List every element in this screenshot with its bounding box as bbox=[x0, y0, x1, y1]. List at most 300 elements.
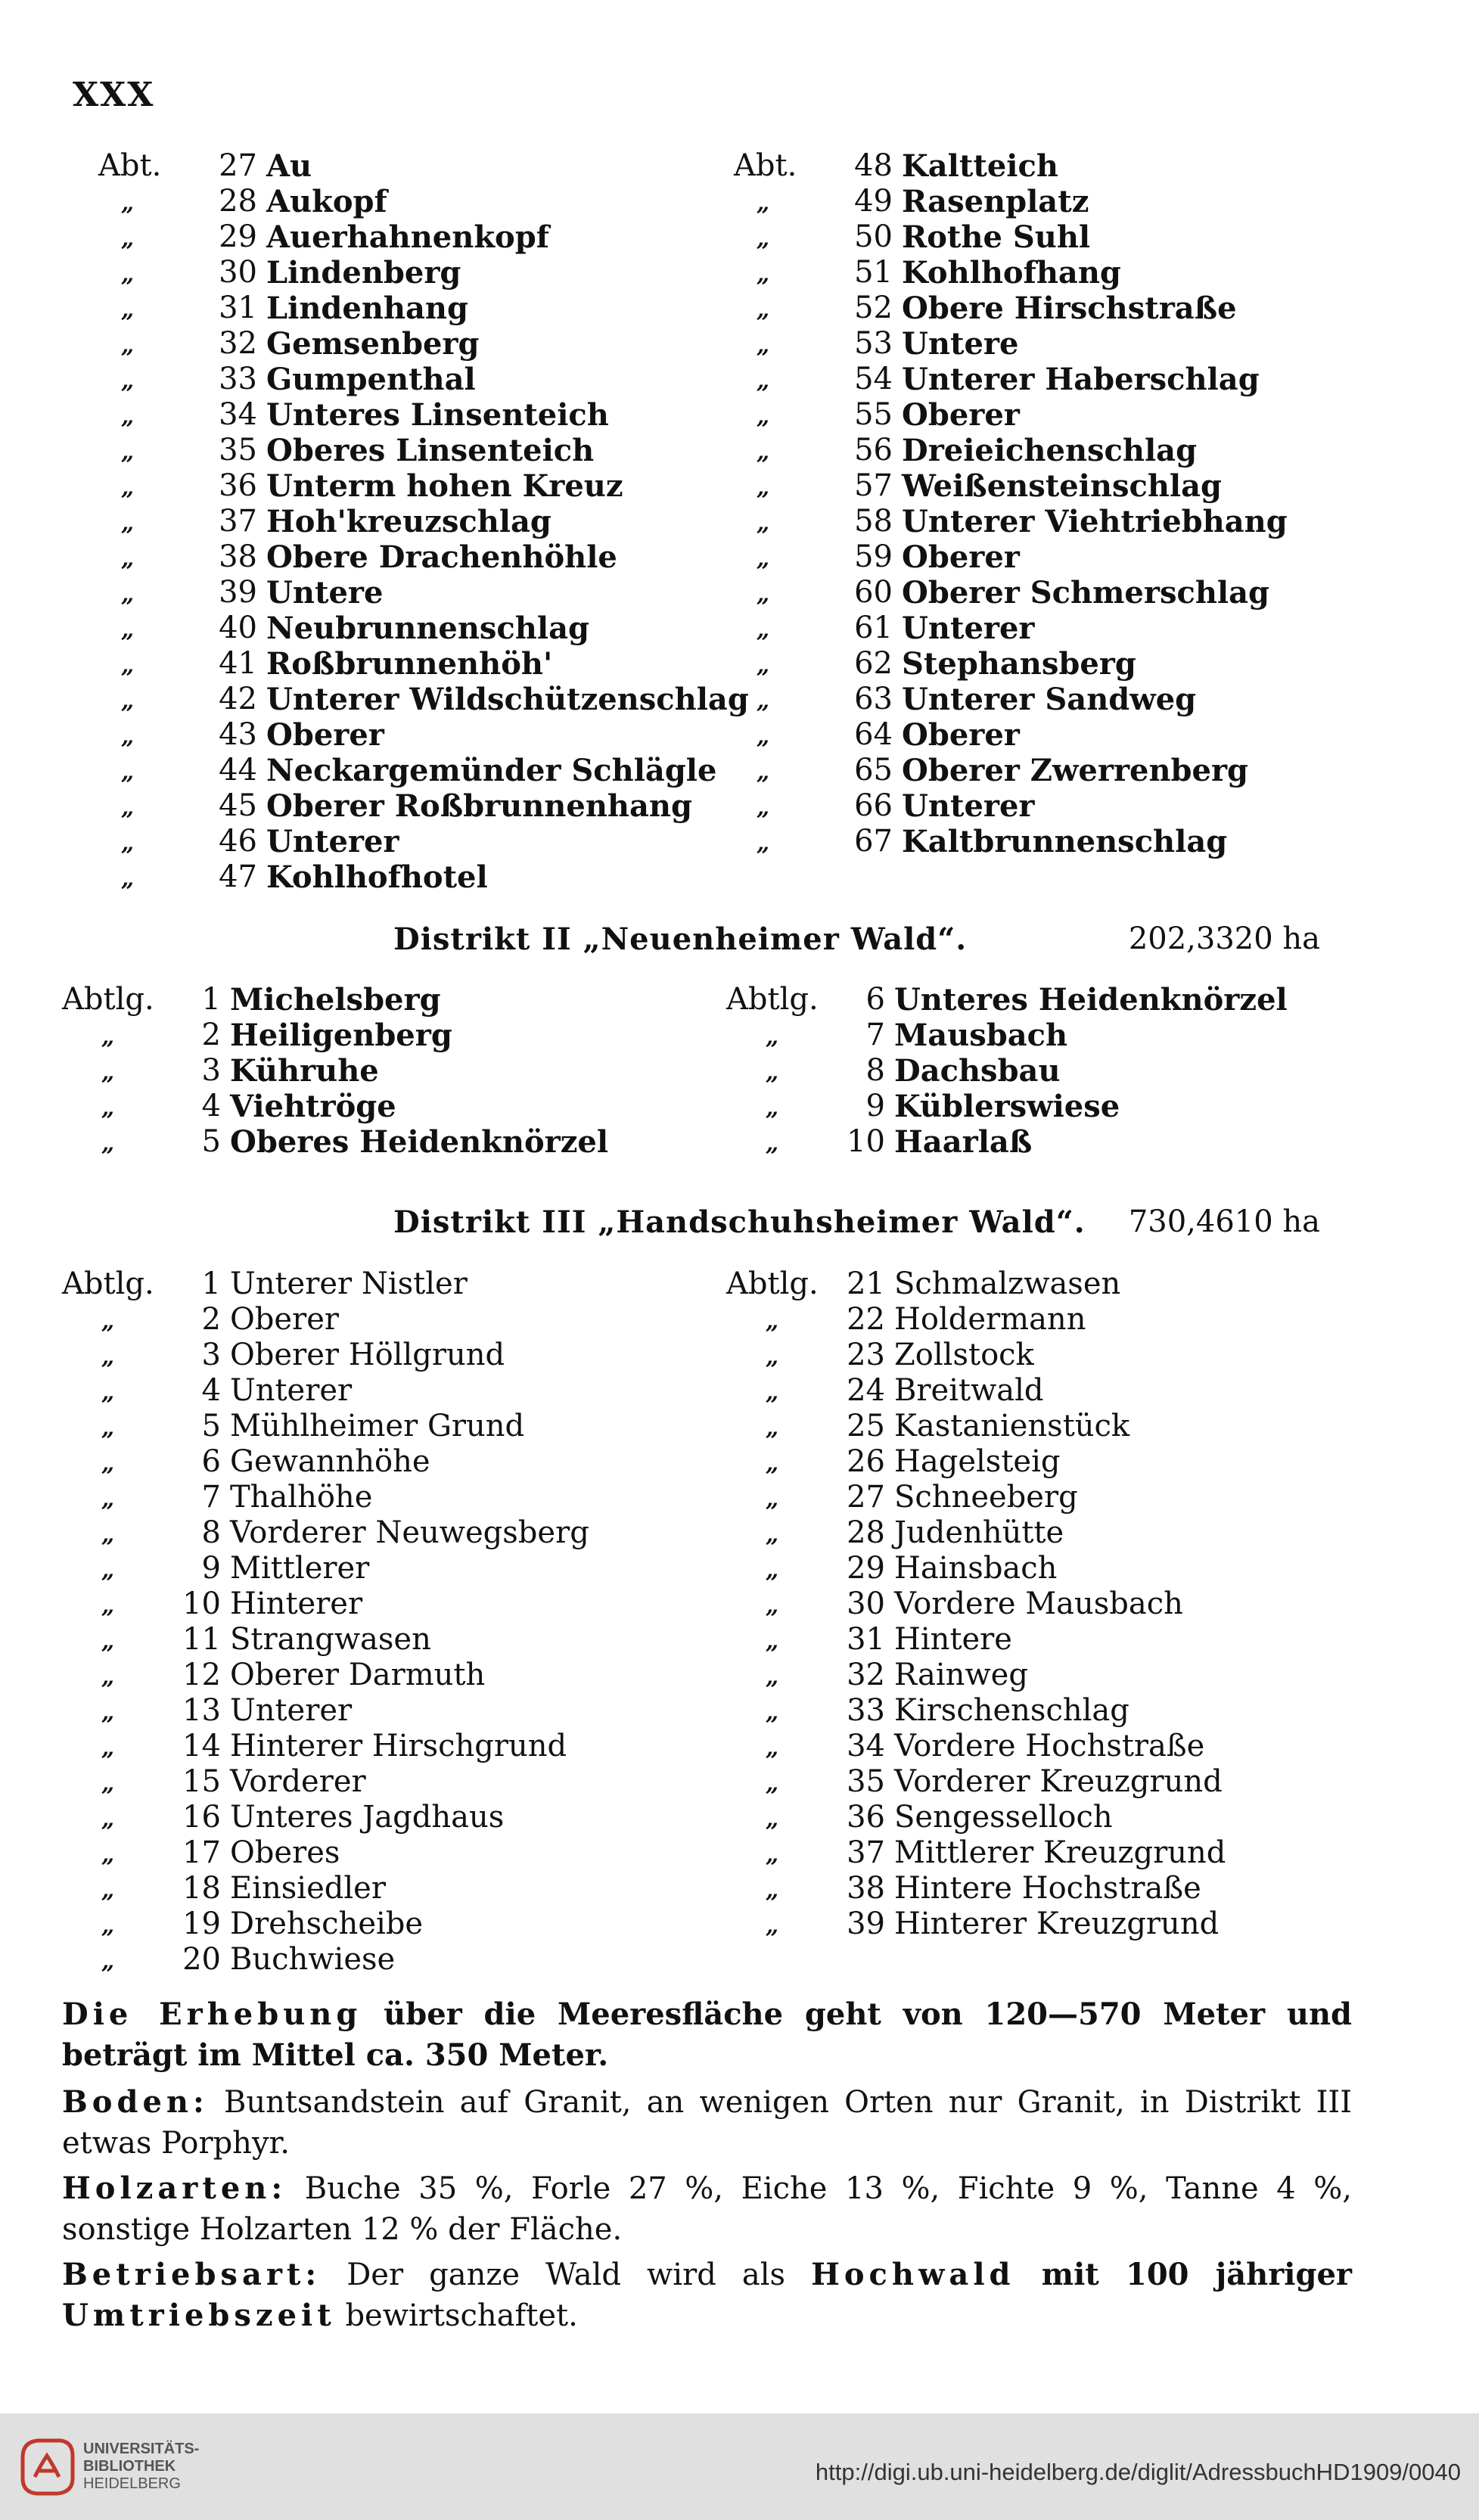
management-umtriebszeit: Umtriebszeit bbox=[62, 2298, 336, 2333]
entry-number: 4 bbox=[201, 1089, 221, 1123]
ditto-mark: „ bbox=[757, 439, 770, 465]
ditto-mark: „ bbox=[121, 617, 135, 643]
entry-name: Küblerswiese bbox=[894, 1089, 1120, 1124]
entry-number: 38 bbox=[219, 539, 257, 574]
ditto-mark: „ bbox=[101, 1059, 115, 1086]
entry-number: 7 bbox=[201, 1480, 221, 1515]
entry-name: Roßbrunnenhöh' bbox=[266, 646, 553, 682]
ditto-mark: „ bbox=[101, 1770, 115, 1797]
ditto-mark: „ bbox=[121, 510, 135, 536]
entry-number: 57 bbox=[854, 468, 893, 503]
ditto-mark: „ bbox=[757, 617, 770, 643]
entry-name: Unterer Wildschützenschlag bbox=[266, 682, 749, 717]
entry-number: 3 bbox=[201, 1053, 221, 1088]
entry-name: Lindenberg bbox=[266, 255, 461, 291]
elevation-text: über die Meeresfläche geht von 120—570 Meter und beträgt im Mittel ca. 350 Meter. bbox=[62, 1996, 1352, 2073]
entry-name: Haarlaß bbox=[894, 1124, 1033, 1160]
ditto-mark: „ bbox=[101, 1450, 115, 1477]
entry-number: 8 bbox=[201, 1515, 221, 1550]
entry-number: 50 bbox=[854, 219, 893, 254]
ditto-mark: „ bbox=[766, 1735, 779, 1761]
section-prefix: Abt. bbox=[734, 148, 797, 183]
entry-number: 39 bbox=[219, 575, 257, 610]
entry-name: Gewannhöhe bbox=[230, 1444, 430, 1479]
entry-name: Kaltteich bbox=[902, 148, 1058, 184]
entry-name: Untere bbox=[902, 326, 1019, 362]
entry-number: 35 bbox=[847, 1764, 885, 1799]
ditto-mark: „ bbox=[766, 1130, 779, 1157]
entry-name: Neubrunnenschlag bbox=[266, 611, 589, 646]
ditto-mark: „ bbox=[101, 1877, 115, 1903]
entry-number: 55 bbox=[854, 397, 893, 432]
entry-name: Vorderer Neuwegsberg bbox=[230, 1515, 589, 1550]
entry-name: Neckargemünder Schlägle bbox=[266, 753, 717, 788]
entry-number: 17 bbox=[182, 1835, 221, 1870]
ditto-mark: „ bbox=[101, 1521, 115, 1548]
entry-name: Oberer bbox=[902, 397, 1020, 433]
entry-name: Hinterer Kreuzgrund bbox=[894, 1906, 1220, 1941]
entry-name: Hagelsteig bbox=[894, 1444, 1061, 1479]
entry-number: 66 bbox=[854, 788, 893, 823]
entry-number: 64 bbox=[854, 717, 893, 752]
entry-name: Breitwald bbox=[894, 1373, 1044, 1408]
ditto-mark: „ bbox=[766, 1806, 779, 1832]
ditto-mark: „ bbox=[121, 830, 135, 856]
entry-number: 23 bbox=[847, 1338, 885, 1372]
ditto-mark: „ bbox=[766, 1450, 779, 1477]
entry-name: Unterer Nistler bbox=[230, 1266, 468, 1301]
entry-number: 2 bbox=[201, 1302, 221, 1337]
entry-name: Oberes bbox=[230, 1835, 340, 1870]
entry-number: 1 bbox=[201, 1266, 221, 1301]
entry-number: 16 bbox=[182, 1800, 221, 1835]
entry-name: Au bbox=[266, 148, 312, 184]
entry-number: 41 bbox=[219, 646, 257, 681]
ditto-mark: „ bbox=[757, 652, 770, 679]
entry-number: 62 bbox=[854, 646, 893, 681]
entry-number: 44 bbox=[219, 753, 257, 788]
footer-bar bbox=[0, 2413, 1479, 2520]
entry-number: 49 bbox=[854, 184, 893, 219]
management-text2: mit 100 jähriger bbox=[1014, 2257, 1352, 2292]
entry-name: Viehtröge bbox=[230, 1089, 396, 1124]
ditto-mark: „ bbox=[121, 688, 135, 714]
entry-name: Stephansberg bbox=[902, 646, 1136, 682]
entry-name: Dreieichenschlag bbox=[902, 433, 1198, 468]
entry-name: Kohlhofhotel bbox=[266, 859, 488, 895]
library-logo-text bbox=[83, 2441, 199, 2493]
entry-number: 20 bbox=[182, 1942, 221, 1977]
entry-number: 4 bbox=[201, 1373, 221, 1408]
ditto-mark: „ bbox=[101, 1486, 115, 1512]
entry-number: 54 bbox=[854, 362, 893, 396]
entry-name: Heiligenberg bbox=[230, 1018, 452, 1053]
entry-number: 25 bbox=[847, 1409, 885, 1443]
management-text3: bewirtschaftet. bbox=[335, 2298, 578, 2333]
entry-number: 29 bbox=[219, 219, 257, 254]
ditto-mark: „ bbox=[766, 1592, 779, 1619]
entry-name: Hintere Hochstraße bbox=[894, 1871, 1201, 1906]
entry-number: 5 bbox=[201, 1124, 221, 1159]
entry-name: Rasenplatz bbox=[902, 184, 1089, 219]
entry-name: Strangwasen bbox=[230, 1622, 431, 1657]
entry-name: Judenhütte bbox=[894, 1515, 1064, 1550]
entry-name: Oberer bbox=[266, 717, 384, 753]
ditto-mark: „ bbox=[121, 652, 135, 679]
entry-name: Oberes Linsenteich bbox=[266, 433, 595, 468]
ditto-mark: „ bbox=[101, 1415, 115, 1441]
ditto-mark: „ bbox=[121, 439, 135, 465]
wood-text: Buche 35 %, Forle 27 %, Eiche 13 %, Fichte 9 %, Tanne 4 %, sonstige Holzarten 12 % der Fläche. bbox=[62, 2171, 1352, 2247]
entry-number: 18 bbox=[182, 1871, 221, 1906]
entry-name: Oberer Höllgrund bbox=[230, 1338, 505, 1372]
page-number: XXX bbox=[73, 76, 155, 114]
entry-number: 32 bbox=[219, 326, 257, 361]
entry-number: 61 bbox=[854, 611, 893, 645]
entry-name: Unterer Viehtriebhang bbox=[902, 504, 1288, 539]
ditto-mark: „ bbox=[101, 1592, 115, 1619]
management-paragraph bbox=[62, 2254, 1352, 2336]
entry-number: 45 bbox=[219, 788, 257, 823]
management-text1: Der ganze Wald wird als bbox=[321, 2257, 812, 2292]
entry-name: Unterer Sandweg bbox=[902, 682, 1197, 717]
entry-name: Unteres Heidenknörzel bbox=[894, 982, 1288, 1018]
entry-number: 63 bbox=[854, 682, 893, 716]
entry-number: 53 bbox=[854, 326, 893, 361]
management-hochwald: Hochwald bbox=[811, 2257, 1015, 2292]
entry-number: 37 bbox=[847, 1835, 885, 1870]
entry-name: Buchwiese bbox=[230, 1942, 396, 1977]
ditto-mark: „ bbox=[757, 723, 770, 750]
ditto-mark: „ bbox=[766, 1521, 779, 1548]
entry-name: Oberer bbox=[230, 1302, 339, 1337]
ditto-mark: „ bbox=[766, 1308, 779, 1335]
ditto-mark: „ bbox=[121, 545, 135, 572]
ditto-mark: „ bbox=[766, 1841, 779, 1868]
entry-number: 47 bbox=[219, 859, 257, 894]
ditto-mark: „ bbox=[766, 1664, 779, 1690]
ditto-mark: „ bbox=[757, 794, 770, 821]
ditto-mark: „ bbox=[766, 1486, 779, 1512]
entry-number: 13 bbox=[182, 1693, 221, 1728]
district2-area: 202,3320 ha bbox=[1128, 921, 1320, 956]
entry-name: Thalhöhe bbox=[230, 1480, 373, 1515]
entry-number: 10 bbox=[847, 1124, 885, 1159]
entry-name: Unterer bbox=[902, 611, 1035, 646]
ditto-mark: „ bbox=[757, 474, 770, 501]
entry-name: Obere Drachenhöhle bbox=[266, 539, 617, 575]
ditto-mark: „ bbox=[101, 1841, 115, 1868]
ditto-mark: „ bbox=[101, 1308, 115, 1335]
ditto-mark: „ bbox=[101, 1379, 115, 1406]
logo-line: BIBLIOTHEK bbox=[83, 2458, 176, 2475]
district2-heading bbox=[0, 921, 1479, 967]
entry-number: 35 bbox=[219, 433, 257, 468]
ditto-mark: „ bbox=[121, 225, 135, 252]
ditto-mark: „ bbox=[757, 510, 770, 536]
entry-name: Oberer Darmuth bbox=[230, 1658, 486, 1692]
logo-line: UNIVERSITÄTS- bbox=[83, 2441, 200, 2457]
entry-number: 56 bbox=[854, 433, 893, 468]
ditto-mark: „ bbox=[121, 190, 135, 216]
entry-number: 42 bbox=[219, 682, 257, 716]
entry-number: 48 bbox=[854, 148, 893, 183]
ditto-mark: „ bbox=[757, 830, 770, 856]
entry-name: Hinterer Hirschgrund bbox=[230, 1729, 567, 1763]
entry-number: 6 bbox=[865, 982, 885, 1017]
entry-name: Weißensteinschlag bbox=[902, 468, 1222, 504]
entry-name: Aukopf bbox=[266, 184, 387, 219]
entry-number: 67 bbox=[854, 824, 893, 859]
district3-area: 730,4610 ha bbox=[1128, 1204, 1320, 1239]
entry-number: 11 bbox=[182, 1622, 221, 1657]
entry-number: 22 bbox=[847, 1302, 885, 1337]
entry-name: Unterer bbox=[266, 824, 399, 859]
entry-number: 9 bbox=[201, 1551, 221, 1586]
entry-name: Holdermann bbox=[894, 1302, 1086, 1337]
entry-name: Michelsberg bbox=[230, 982, 441, 1018]
entry-number: 58 bbox=[854, 504, 893, 539]
ditto-mark: „ bbox=[101, 1913, 115, 1939]
ditto-mark: „ bbox=[101, 1130, 115, 1157]
entry-name: Zollstock bbox=[894, 1338, 1034, 1372]
university-seal-icon bbox=[15, 2435, 79, 2498]
entry-name: Rainweg bbox=[894, 1658, 1028, 1692]
entry-name: Kaltbrunnenschlag bbox=[902, 824, 1228, 859]
section-prefix: Abtlg. bbox=[726, 1266, 819, 1301]
entry-name: Kühruhe bbox=[230, 1053, 379, 1089]
entry-name: Oberer bbox=[902, 717, 1020, 753]
elevation-paragraph bbox=[62, 1994, 1352, 2076]
entry-number: 26 bbox=[847, 1444, 885, 1479]
district2-title: Distrikt II „Neuenheimer Wald“. bbox=[393, 921, 968, 957]
ditto-mark: „ bbox=[757, 759, 770, 785]
entry-number: 14 bbox=[182, 1729, 221, 1763]
entry-name: Vorderer Kreuzgrund bbox=[894, 1764, 1223, 1799]
ditto-mark: „ bbox=[121, 865, 135, 892]
ditto-mark: „ bbox=[121, 794, 135, 821]
entry-name: Untere bbox=[266, 575, 384, 611]
entry-name: Mühlheimer Grund bbox=[230, 1409, 525, 1443]
entry-number: 7 bbox=[865, 1018, 885, 1052]
entry-name: Hintere bbox=[894, 1622, 1012, 1657]
soil-lead: Boden: bbox=[62, 2084, 209, 2120]
entry-number: 65 bbox=[854, 753, 893, 788]
entry-number: 33 bbox=[847, 1693, 885, 1728]
entry-name: Oberer Roßbrunnenhang bbox=[266, 788, 692, 824]
ditto-mark: „ bbox=[766, 1095, 779, 1121]
ditto-mark: „ bbox=[121, 474, 135, 501]
ditto-mark: „ bbox=[101, 1806, 115, 1832]
section-prefix: Abt. bbox=[98, 148, 162, 183]
ditto-mark: „ bbox=[766, 1699, 779, 1726]
ditto-mark: „ bbox=[766, 1024, 779, 1050]
entry-number: 37 bbox=[219, 504, 257, 539]
entry-name: Unterm hohen Kreuz bbox=[266, 468, 623, 504]
entry-number: 8 bbox=[865, 1053, 885, 1088]
entry-name: Hoh'kreuzschlag bbox=[266, 504, 552, 539]
entry-number: 36 bbox=[847, 1800, 885, 1835]
entry-number: 60 bbox=[854, 575, 893, 610]
entry-number: 2 bbox=[201, 1018, 221, 1052]
entry-name: Oberer Schmerschlag bbox=[902, 575, 1269, 611]
entry-name: Unterer bbox=[230, 1373, 353, 1408]
ditto-mark: „ bbox=[121, 403, 135, 430]
entry-name: Rothe Suhl bbox=[902, 219, 1091, 255]
ditto-mark: „ bbox=[757, 261, 770, 287]
ditto-mark: „ bbox=[101, 1628, 115, 1655]
ditto-mark: „ bbox=[766, 1770, 779, 1797]
entry-number: 52 bbox=[854, 291, 893, 325]
entry-name: Schneeberg bbox=[894, 1480, 1078, 1515]
ditto-mark: „ bbox=[121, 297, 135, 323]
entry-number: 40 bbox=[219, 611, 257, 645]
wood-paragraph bbox=[62, 2168, 1352, 2250]
entry-name: Mausbach bbox=[894, 1018, 1068, 1053]
ditto-mark: „ bbox=[766, 1415, 779, 1441]
source-url-link[interactable]: http://digi.ub.uni-heidelberg.de/diglit/AdressbuchHD1909/0040 bbox=[815, 2459, 1461, 2485]
entry-number: 34 bbox=[219, 397, 257, 432]
district3-heading bbox=[0, 1204, 1479, 1250]
entry-name: Unteres Linsenteich bbox=[266, 397, 609, 433]
ditto-mark: „ bbox=[757, 688, 770, 714]
entry-number: 33 bbox=[219, 362, 257, 396]
entry-number: 31 bbox=[219, 291, 257, 325]
entry-name: Einsiedler bbox=[230, 1871, 386, 1906]
management-lead: Betriebsart: bbox=[62, 2257, 322, 2292]
section-prefix: Abtlg. bbox=[62, 1266, 154, 1301]
ditto-mark: „ bbox=[757, 297, 770, 323]
entry-number: 5 bbox=[201, 1409, 221, 1443]
entry-name: Vordere Hochstraße bbox=[894, 1729, 1205, 1763]
entry-name: Unterer Haberschlag bbox=[902, 362, 1260, 397]
entry-number: 10 bbox=[182, 1586, 221, 1621]
district3-title: Distrikt III „Handschuhsheimer Wald“. bbox=[393, 1204, 1086, 1240]
ditto-mark: „ bbox=[766, 1913, 779, 1939]
ditto-mark: „ bbox=[101, 1024, 115, 1050]
ditto-mark: „ bbox=[101, 1344, 115, 1370]
entry-number: 36 bbox=[219, 468, 257, 503]
ditto-mark: „ bbox=[121, 261, 135, 287]
entry-number: 46 bbox=[219, 824, 257, 859]
ditto-mark: „ bbox=[121, 368, 135, 394]
section-prefix: Abtlg. bbox=[726, 982, 819, 1017]
entry-name: Drehscheibe bbox=[230, 1906, 424, 1941]
entry-number: 19 bbox=[182, 1906, 221, 1941]
entry-name: Mittlerer bbox=[230, 1551, 370, 1586]
wood-lead: Holzarten: bbox=[62, 2170, 287, 2206]
soil-paragraph bbox=[62, 2082, 1352, 2164]
entry-name: Hinterer bbox=[230, 1586, 363, 1621]
ditto-mark: „ bbox=[101, 1095, 115, 1121]
ditto-mark: „ bbox=[766, 1877, 779, 1903]
entry-number: 43 bbox=[219, 717, 257, 752]
entry-number: 28 bbox=[847, 1515, 885, 1550]
ditto-mark: „ bbox=[766, 1628, 779, 1655]
ditto-mark: „ bbox=[757, 545, 770, 572]
entry-name: Gemsenberg bbox=[266, 326, 480, 362]
entry-number: 39 bbox=[847, 1906, 885, 1941]
ditto-mark: „ bbox=[757, 581, 770, 607]
entry-number: 29 bbox=[847, 1551, 885, 1586]
entry-name: Unterer bbox=[230, 1693, 353, 1728]
entry-name: Dachsbau bbox=[894, 1053, 1061, 1089]
ditto-mark: „ bbox=[121, 723, 135, 750]
entry-number: 6 bbox=[201, 1444, 221, 1479]
entry-number: 51 bbox=[854, 255, 893, 290]
entry-name: Schmalzwasen bbox=[894, 1266, 1121, 1301]
entry-number: 21 bbox=[847, 1266, 885, 1301]
ditto-mark: „ bbox=[766, 1557, 779, 1583]
entry-number: 28 bbox=[219, 184, 257, 219]
ditto-mark: „ bbox=[757, 368, 770, 394]
ditto-mark: „ bbox=[757, 225, 770, 252]
entry-number: 27 bbox=[219, 148, 257, 183]
entry-number: 1 bbox=[201, 982, 221, 1017]
entry-number: 3 bbox=[201, 1338, 221, 1372]
entry-name: Obere Hirschstraße bbox=[902, 291, 1237, 326]
entry-name: Kastanienstück bbox=[894, 1409, 1130, 1443]
entry-name: Mittlerer Kreuzgrund bbox=[894, 1835, 1226, 1870]
entry-number: 24 bbox=[847, 1373, 885, 1408]
ditto-mark: „ bbox=[101, 1699, 115, 1726]
entry-name: Kohlhofhang bbox=[902, 255, 1121, 291]
ditto-mark: „ bbox=[121, 332, 135, 359]
ditto-mark: „ bbox=[766, 1379, 779, 1406]
elevation-lead: Die Erhebung bbox=[62, 1996, 362, 2032]
entry-name: Oberer Zwerrenberg bbox=[902, 753, 1249, 788]
entry-name: Unteres Jagdhaus bbox=[230, 1800, 505, 1835]
entry-number: 12 bbox=[182, 1658, 221, 1692]
entry-number: 38 bbox=[847, 1871, 885, 1906]
ditto-mark: „ bbox=[101, 1557, 115, 1583]
entry-number: 59 bbox=[854, 539, 893, 574]
entry-name: Kirschenschlag bbox=[894, 1693, 1129, 1728]
ditto-mark: „ bbox=[757, 332, 770, 359]
ditto-mark: „ bbox=[121, 759, 135, 785]
ditto-mark: „ bbox=[757, 403, 770, 430]
soil-text: Buntsandstein auf Granit, an wenigen Orten nur Granit, in Distrikt III etwas Porphyr. bbox=[62, 2085, 1352, 2161]
entry-name: Lindenhang bbox=[266, 291, 468, 326]
entry-name: Unterer bbox=[902, 788, 1035, 824]
entry-number: 30 bbox=[219, 255, 257, 290]
ditto-mark: „ bbox=[757, 190, 770, 216]
entry-name: Oberes Heidenknörzel bbox=[230, 1124, 609, 1160]
entry-number: 27 bbox=[847, 1480, 885, 1515]
ditto-mark: „ bbox=[101, 1664, 115, 1690]
entry-number: 32 bbox=[847, 1658, 885, 1692]
entry-number: 15 bbox=[182, 1764, 221, 1799]
entry-number: 31 bbox=[847, 1622, 885, 1657]
ditto-mark: „ bbox=[101, 1735, 115, 1761]
entry-name: Gumpenthal bbox=[266, 362, 476, 397]
entry-name: Vorderer bbox=[230, 1764, 366, 1799]
ditto-mark: „ bbox=[766, 1059, 779, 1086]
logo-line: HEIDELBERG bbox=[83, 2475, 181, 2492]
entry-number: 30 bbox=[847, 1586, 885, 1621]
entry-name: Sengesselloch bbox=[894, 1800, 1113, 1835]
entry-number: 9 bbox=[865, 1089, 885, 1123]
entry-name: Vordere Mausbach bbox=[894, 1586, 1183, 1621]
section-prefix: Abtlg. bbox=[62, 982, 154, 1017]
entry-number: 34 bbox=[847, 1729, 885, 1763]
ditto-mark: „ bbox=[101, 1948, 115, 1975]
entry-name: Hainsbach bbox=[894, 1551, 1058, 1586]
ditto-mark: „ bbox=[121, 581, 135, 607]
ditto-mark: „ bbox=[766, 1344, 779, 1370]
entry-name: Oberer bbox=[902, 539, 1020, 575]
entry-name: Auerhahnenkopf bbox=[266, 219, 549, 255]
